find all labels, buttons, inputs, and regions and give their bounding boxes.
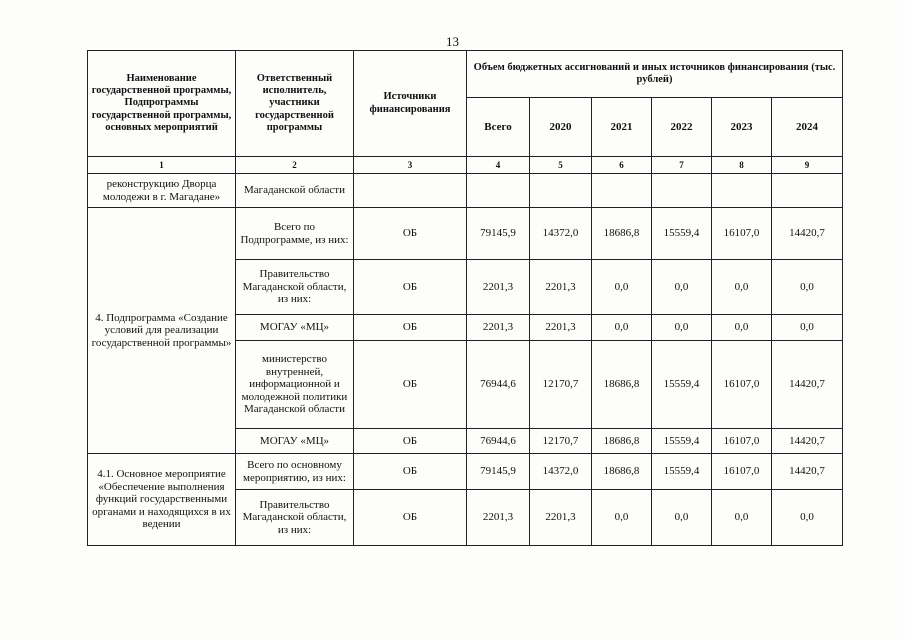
row-responsible: министерство внутренней, информационной и молодежной политики Магаданской области [236, 341, 354, 429]
row-value: 14372,0 [530, 454, 592, 490]
row-value: 0,0 [652, 260, 712, 315]
row-value: 2201,3 [467, 490, 530, 546]
row-value: 15559,4 [652, 454, 712, 490]
row-value: 0,0 [772, 260, 843, 315]
row-responsible: Магаданской области [236, 174, 354, 208]
row-value: 16107,0 [712, 341, 772, 429]
row-value: 16107,0 [712, 208, 772, 260]
row-value: 14420,7 [772, 208, 843, 260]
row-value: 15559,4 [652, 341, 712, 429]
row-value: 0,0 [592, 315, 652, 341]
page-number: 13 [446, 34, 459, 49]
row-source [354, 174, 467, 208]
row-value: 14372,0 [530, 208, 592, 260]
col-number: 6 [592, 157, 652, 174]
row-responsible: МОГАУ «МЦ» [236, 429, 354, 454]
col-number: 3 [354, 157, 467, 174]
row-value: 12170,7 [530, 429, 592, 454]
row-source: ОБ [354, 490, 467, 546]
row-source: ОБ [354, 208, 467, 260]
row-value: 16107,0 [712, 454, 772, 490]
row-responsible: Всего по Подпрограмме, из них: [236, 208, 354, 260]
row-value: 0,0 [772, 315, 843, 341]
col-number: 8 [712, 157, 772, 174]
column-number-row [88, 157, 843, 174]
row-source: ОБ [354, 315, 467, 341]
row-value: 0,0 [772, 490, 843, 546]
row-name: реконструкцию Дворца молодежи в г. Магадане» [88, 174, 236, 208]
row-value: 76944,6 [467, 341, 530, 429]
row-value [652, 174, 712, 208]
row-responsible: МОГАУ «МЦ» [236, 315, 354, 341]
row-value: 14420,7 [772, 341, 843, 429]
row-value: 2201,3 [530, 315, 592, 341]
header-year-2024: 2024 [772, 98, 843, 157]
row-responsible: Всего по основному мероприятию, из них: [236, 454, 354, 490]
row-value: 2201,3 [467, 260, 530, 315]
header-year-2021: 2021 [592, 98, 652, 157]
row-value: 0,0 [712, 315, 772, 341]
row-value: 79145,9 [467, 208, 530, 260]
header-year-2023: 2023 [712, 98, 772, 157]
row-responsible: Правительство Магаданской области, из них: [236, 490, 354, 546]
row-value: 16107,0 [712, 429, 772, 454]
col-number: 1 [88, 157, 236, 174]
col-number: 4 [467, 157, 530, 174]
row-value: 0,0 [592, 490, 652, 546]
row-value: 18686,8 [592, 208, 652, 260]
row-value [467, 174, 530, 208]
header-responsible: Ответственный исполнитель, участники государственной программы [236, 51, 354, 157]
row-source: ОБ [354, 454, 467, 490]
row-value: 0,0 [592, 260, 652, 315]
row-value: 79145,9 [467, 454, 530, 490]
header-year-2022: 2022 [652, 98, 712, 157]
row-value: 0,0 [652, 315, 712, 341]
row-value [772, 174, 843, 208]
row-value: 18686,8 [592, 341, 652, 429]
col-number: 5 [530, 157, 592, 174]
col-number: 7 [652, 157, 712, 174]
row-value: 0,0 [712, 490, 772, 546]
table-row [88, 174, 843, 208]
row-value: 18686,8 [592, 429, 652, 454]
main-activity-name: 4.1. Основное мероприятие «Обеспечение выполнения функций государственными органами и находящихся в их ведении [88, 454, 236, 546]
row-source: ОБ [354, 341, 467, 429]
budget-table [87, 50, 843, 546]
row-value [592, 174, 652, 208]
header-row-1 [88, 51, 843, 98]
row-value: 2201,3 [530, 490, 592, 546]
header-sources: Источники финансирования [354, 51, 467, 157]
row-value: 18686,8 [592, 454, 652, 490]
row-value: 14420,7 [772, 429, 843, 454]
row-source: ОБ [354, 260, 467, 315]
row-value: 2201,3 [467, 315, 530, 341]
row-value: 15559,4 [652, 429, 712, 454]
row-value: 15559,4 [652, 208, 712, 260]
row-value [530, 174, 592, 208]
col-number: 2 [236, 157, 354, 174]
row-value: 76944,6 [467, 429, 530, 454]
subprogram-name: 4. Подпрограмма «Создание условий для реализации государственной программы» [88, 208, 236, 454]
row-value [712, 174, 772, 208]
header-year-total: Всего [467, 98, 530, 157]
row-value: 14420,7 [772, 454, 843, 490]
row-value: 0,0 [652, 490, 712, 546]
table-row [88, 454, 843, 490]
header-year-2020: 2020 [530, 98, 592, 157]
col-number: 9 [772, 157, 843, 174]
table-row [88, 208, 843, 260]
header-name: Наименование государственной программы, Подпрограммы государственной программы, основных мероприятий [88, 51, 236, 157]
row-responsible: Правительство Магаданской области, из них: [236, 260, 354, 315]
header-volume: Объем бюджетных ассигнований и иных источников финансирования (тыс. рублей) [467, 51, 843, 98]
row-value: 2201,3 [530, 260, 592, 315]
row-value: 0,0 [712, 260, 772, 315]
row-value: 12170,7 [530, 341, 592, 429]
row-source: ОБ [354, 429, 467, 454]
